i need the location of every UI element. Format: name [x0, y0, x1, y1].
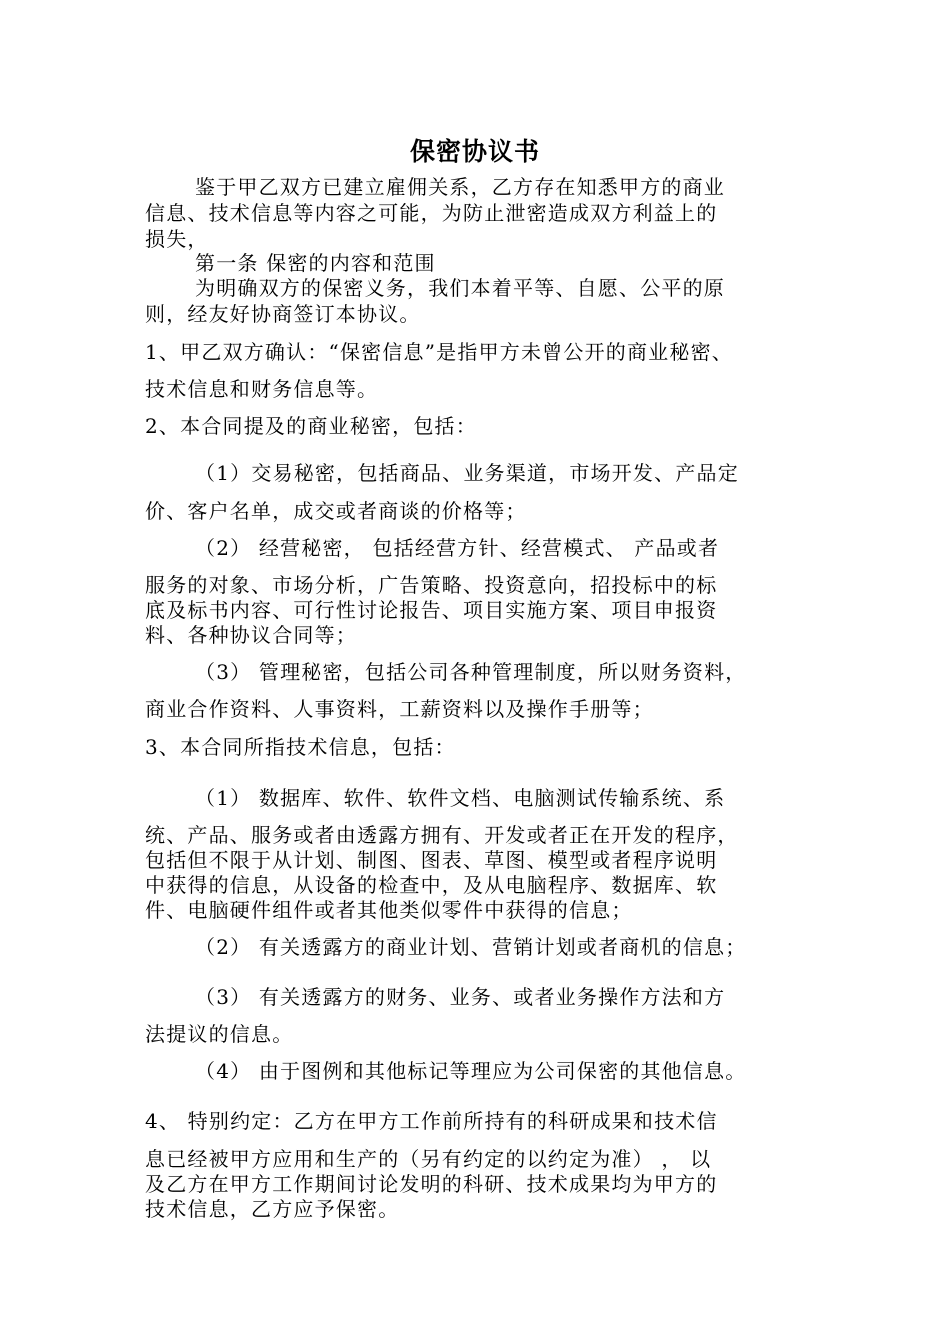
- sub-item-line: 底及标书内容、可行性讨论报告、项目实施方案、项目申报资: [145, 598, 718, 622]
- sub-item-line: （1） 数据库、软件、软件文档、电脑测试传输系统、系: [195, 786, 726, 810]
- clause-line: 技术信息和财务信息等。: [145, 377, 379, 401]
- sub-item-line: 商业合作资料、人事资料，工薪资料以及操作手册等；: [145, 697, 654, 721]
- paragraph-line: 则，经友好协商签订本协议。: [145, 302, 421, 326]
- document-title: 保密协议书: [409, 137, 540, 166]
- sub-item-line: （4） 由于图例和其他标记等理应为公司保密的其他信息。: [195, 1059, 747, 1083]
- paragraph-line: 信息、技术信息等内容之可能，为防止泄密造成双方利益上的: [145, 201, 718, 225]
- clause-line: 1、甲乙双方确认：“保密信息”是指甲方未曾公开的商业秘密、: [145, 340, 733, 364]
- clause-line: 息已经被甲方应用和生产的（另有约定的以约定为准） ， 以: [145, 1147, 712, 1171]
- sub-item-line: 价、客户名单，成交或者商谈的价格等；: [145, 499, 527, 523]
- sub-item-line: 服务的对象、市场分析，广告策略、投资意向，招投标中的标: [145, 573, 718, 597]
- clause-line: 及乙方在甲方工作期间讨论发明的科研、技术成果均为甲方的: [145, 1172, 718, 1196]
- sub-item-line: 包括但不限于从计划、制图、图表、草图、模型或者程序说明: [145, 848, 718, 872]
- sub-item-line: （2） 经营秘密， 包括经营方针、经营模式、 产品或者: [195, 536, 720, 560]
- sub-item-line: 件、电脑硬件组件或者其他类似零件中获得的信息；: [145, 898, 633, 922]
- sub-item-line: 统、产品、服务或者由透露方拥有、开发或者正在开发的程序，: [145, 823, 739, 847]
- paragraph-line: 损失，: [145, 227, 209, 251]
- paragraph-line: 鉴于甲乙双方已建立雇佣关系，乙方存在知悉甲方的商业: [195, 175, 725, 199]
- clause-line: 技术信息，乙方应予保密。: [145, 1197, 400, 1221]
- clause-line: 3、本合同所指技术信息，包括：: [145, 735, 456, 759]
- section-heading: 第一条 保密的内容和范围: [195, 251, 436, 275]
- sub-item-line: 中获得的信息，从设备的检查中，及从电脑程序、数据库、软: [145, 873, 718, 897]
- clause-line: 2、本合同提及的商业秘密，包括：: [145, 414, 477, 438]
- sub-item-line: （2） 有关透露方的商业计划、营销计划或者商机的信息；: [195, 935, 747, 959]
- paragraph-line: 为明确双方的保密义务，我们本着平等、自愿、公平的原: [195, 276, 725, 300]
- sub-item-line: （1）交易秘密，包括商品、业务渠道，市场开发、产品定: [195, 461, 739, 485]
- sub-item-line: （3） 管理秘密，包括公司各种管理制度，所以财务资料，: [195, 660, 747, 684]
- sub-item-line: （3） 有关透露方的财务、业务、或者业务操作方法和方: [195, 985, 726, 1009]
- clause-line: 4、 特别约定：乙方在甲方工作前所持有的科研成果和技术信: [145, 1109, 718, 1133]
- sub-item-line: 法提议的信息。: [145, 1022, 294, 1046]
- sub-item-line: 料、各种协议合同等；: [145, 623, 357, 647]
